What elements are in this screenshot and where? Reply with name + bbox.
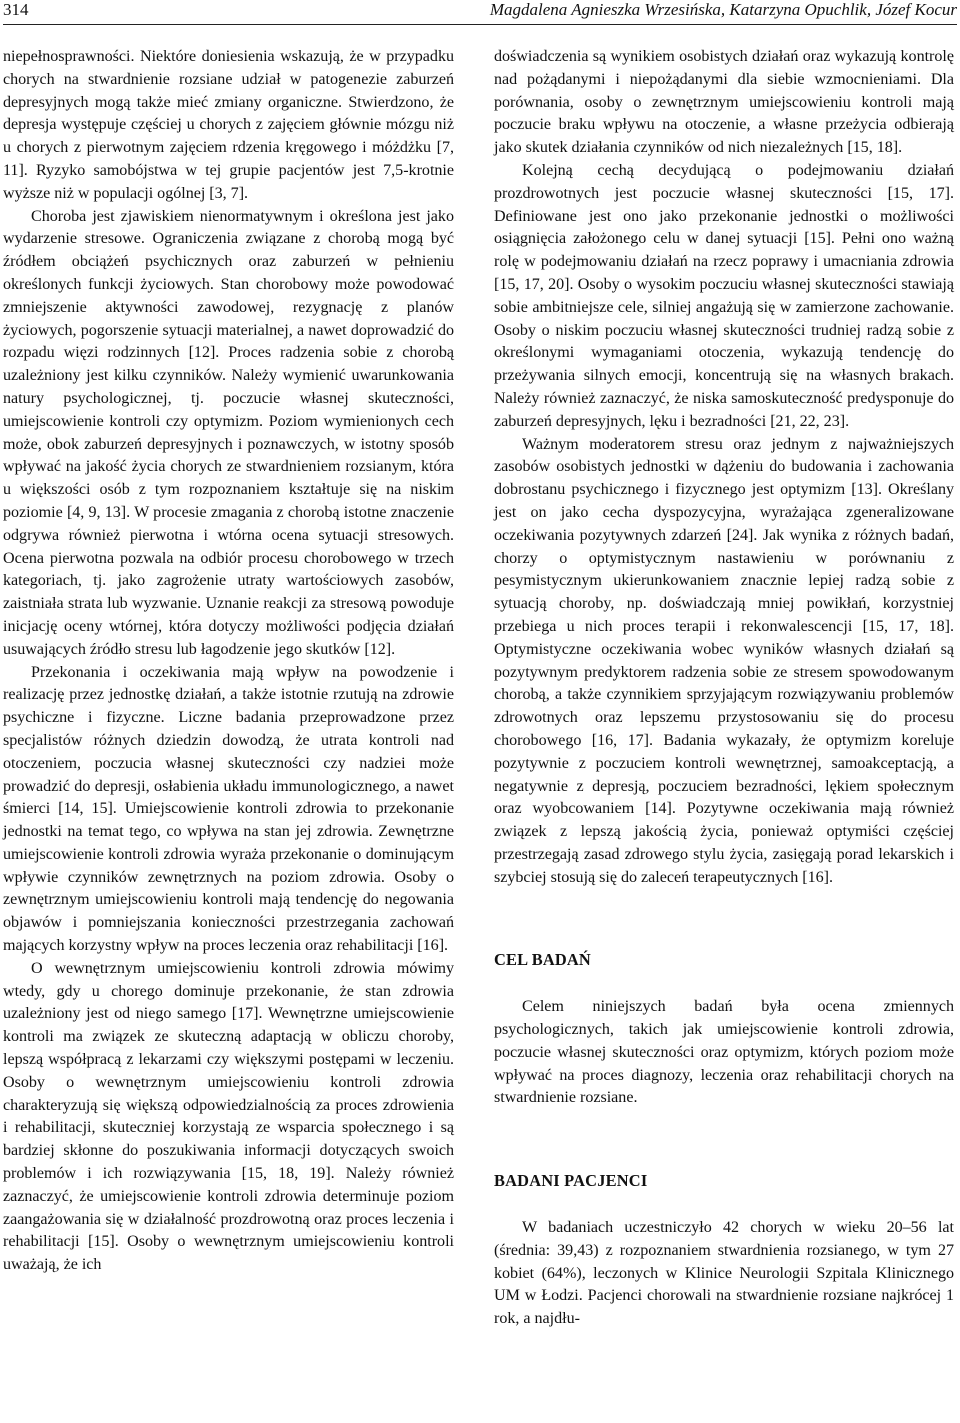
- running-head-authors: Magdalena Agnieszka Wrzesińska, Katarzyna Opuchlik, Józef Kocur: [489, 0, 957, 19]
- paragraph: doświadczenia są wynikiem osobistych działań oraz wykazują kontrolę nad pożądanymi i niepożądanymi dla siebie wzmocnieniami. Dla porównania, osoby o zewnętrznym umiejscowieniu kontroli mają poczucie braku wpływu na otoczenie, a własne przeżycia odbierają jako skutek działania czynników od nich niezależnych [15, 18].: [494, 48, 954, 157]
- paragraph: niepełnosprawności. Niektóre doniesienia wskazują, że w przypadku chorych na stwardnienie rozsiane udział w patogenezie zaburzeń depresyjnych mogą także mieć zmiany organiczne. Stwierdzono, że depresja występuje częściej u chorych z zajęciem głównie mózgu niż u chorych z pierwotnym zajęciem rdzenia kręgowego i móżdżku [7, 11]. Ryzyko samobójstwa w tej grupie pacjentów jest 7,5-krotnie wyższe niż w populacji ogólnej [3, 7].: [3, 48, 454, 202]
- left-text-column: [3, 46, 454, 1277]
- section-title-patients: BADANI PACJENCI: [494, 1171, 648, 1191]
- section-title-goal: CEL BADAŃ: [494, 950, 591, 970]
- right-text-column: [494, 46, 954, 1331]
- paragraph: Przekonania i oczekiwania mają wpływ na powodzenie i realizację przez jednostkę działań, a także istotnie rzutują na zdrowie psychiczne i fizyczne. Liczne badania przeprowadzone przez specjalistów różnych dziedzin dowodzą, że utrata kontroli nad otoczeniem, poczucia własnej skuteczności czy nadziei może prowadzić do depresji, osłabienia układu immunologicznego, a nawet śmierci [14, 15]. Umiejscowienie kontroli zdrowia to przekonanie jednostki na temat tego, co wpływa na stan jej zdrowia. Zewnętrzne umiejscowienie kontroli zdrowia wyraża przekonanie o dominującym wpływie czynników zewnętrznych na poziom zdrowia. Osoby o zewnętrznym umiejscowieniu kontroli mają tendencję do negowania objawów i pomniejszania konieczności przestrzegania zachowań mających korzystny wpływ na proces leczenia oraz rehabilitacji [16].: [3, 663, 454, 955]
- paragraph: O wewnętrznym umiejscowieniu kontroli zdrowia mówimy wtedy, gdy u chorego dominuje przekonanie, że stan zdrowia uzależniony jest od niego samego [17]. Wewnętrzne umiejscowienie kontroli ma związek ze skuteczną adaptacją w obliczu choroby, lepszą współpracą z lekarzami czy większymi postępami w leczeniu. Osoby o wewnętrznym umiejscowieniu kontroli zdrowia charakteryzują się większą odpowiedzialnością za proces zdrowienia i rehabilitacji, skuteczniej korzystają ze wsparcia społecznego i są bardziej skłonne do poszukiwania informacji dotyczących swoich problemów i ich rozwiązywania [15, 18, 19]. Należy również zaznaczyć, że umiejscowienie kontroli zdrowia determinuje poziom zaangażowania się w działalność prozdrowotną oraz proces leczenia i rehabilitacji [15]. Osoby o wewnętrznym umiejscowieniu kontroli uważają, że ich: [3, 959, 454, 1274]
- paragraph: Choroba jest zjawiskiem nienormatywnym i określona jest jako wydarzenie stresowe. Ograniczenia związane z chorobą mogą być źródłem obciążeń psychicznych oraz zaburzeń w pełnieniu określonych funkcji życiowych. Stan chorobowy może powodować zmniejszenie aktywności zawodowej, rezygnację z planów życiowych, pogorszenie sytuacji materialnej, a nawet doprowadzić do rozpadu więzi rodzinnych [12]. Proces radzenia sobie z chorobą uzależniony jest kilku czynników. Należy wymienić uwarunkowania natury psychologicznej, tj. poczucie własnej skuteczności, umiejscowienie kontroli czy optymizm. Poziom wymienionych cech może, obok zaburzeń depresyjnych i poznawczych, w istotny sposób wpływać na jakość życia chorych ze stwardnieniem rozsianym, która u większości osób z tym rozpoznaniem kształtuje się na niskim poziomie [4, 9, 13]. W procesie zmagania z chorobą istotne znaczenie odgrywa również pierwotna i wtórna ocena sytuacji stresowych. Ocena pierwotna pozwala na odbiór procesu chorobowego w trzech kategoriach, tj. jako zagrożenie utraty wartościowych zasobów, zaistniała strata lub wyzwanie. Uznanie reakcji za stresową powoduje inicjację oceny wtórnej, która dotyczy możliwości podjęcia działań usuwających źródło stresu lub łagodzenie jego skutków [12].: [3, 207, 454, 658]
- paragraph: Celem niniejszych badań była ocena zmiennych psychologicznych, takich jak umiejscowienie kontroli zdrowia, poczucie własnej skuteczności oraz optymizm, których poziom może wpływać na proces diagnozy, leczenia oraz rehabilitacji chorych na stwardnienie rozsiane.: [494, 998, 954, 1107]
- section-spacer: [494, 1110, 954, 1170]
- paragraph: Kolejną cechą decydującą o podejmowaniu działań prozdrowotnych jest poczucie własnej skuteczności [15, 17]. Definiowane jest ono jako przekonanie jednostki o możliwości osiągnięcia założonego celu w danej sytuacji [15]. Pełni ono ważną rolę w podejmowaniu działań na rzecz poprawy i umacniania zdrowia [15, 17, 20]. Osoby o wysokim poczuciu własnej skuteczności stawiają sobie ambitniejsze cele, silniej angażują się w zamierzone zachowanie. Osoby o niskim poczuciu własnej skuteczności trudniej radzą sobie z określonymi wymaganiami otoczenia, wykazują tendencję do przeżywania silnych emocji, koncentrują się na własnych brakach. Należy również zaznaczyć, że niska samoskuteczność predysponuje do zaburzeń depresyjnych, lęku i bezradności [21, 22, 23].: [494, 161, 954, 430]
- paragraph: W badaniach uczestniczyło 42 chorych w wieku 20–56 lat (średnia: 39,43) z rozpoznaniem stwardnienia rozsianego, w tym 27 kobiet (64%), leczonych w Klinice Neurologii Szpitala Klinicznego UM w Łodzi. Pacjenci chorowali na stwardnienie rozsiane najkrócej 1 rok, a najdłu-: [494, 1219, 954, 1328]
- title-spacer: [494, 1193, 954, 1217]
- title-spacer: [494, 972, 954, 996]
- section-spacer: [494, 889, 954, 949]
- page-header: [3, 0, 957, 25]
- page-number: 314: [3, 0, 29, 19]
- paragraph: Ważnym moderatorem stresu oraz jednym z najważniejszych zasobów osobistych jednostki w dążeniu do budowania i zachowania dobrostanu psychicznego i fizycznego jest optymizm [13]. Określany jest on jako cecha dyspozycyjna, wyrażająca zgeneralizowane oczekiwania pozytywnych zdarzeń [24]. Jak wynika z różnych badań, chorzy o optymistycznym nastawieniu w porównaniu z pesymistycznym ukierunkowaniem znacznie lepiej radzą sobie z sytuacją choroby, np. doświadczają mniej powikłań, korzystniej przebiega u nich proces terapii i rekonwalescencji [15, 17, 18]. Optymistyczne oczekiwania wobec wyników własnych działań są pozytywnym predyktorem radzenia sobie ze stresem spowodowanym chorobą, a także czynnikiem sprzyjającym rozwiązywaniu problemów zdrowotnych oraz lepszemu przystosowaniu się do procesu chorobowego [16, 17]. Badania wykazały, że optymizm koreluje pozytywnie z poczuciem kontroli wewnętrznej, samoakceptacją, a negatywnie z depresją, poczuciem bezradności, lękiem społecznym oraz wyobcowaniem [14]. Pozytywne oczekiwania mają również związek z lepszą jakością życia, ponieważ optymiści częściej przestrzegają zasad zdrowego stylu życia, zasięgają porad lekarskich i szybciej stosują się do zaleceń terapeutycznych [16].: [494, 435, 954, 886]
